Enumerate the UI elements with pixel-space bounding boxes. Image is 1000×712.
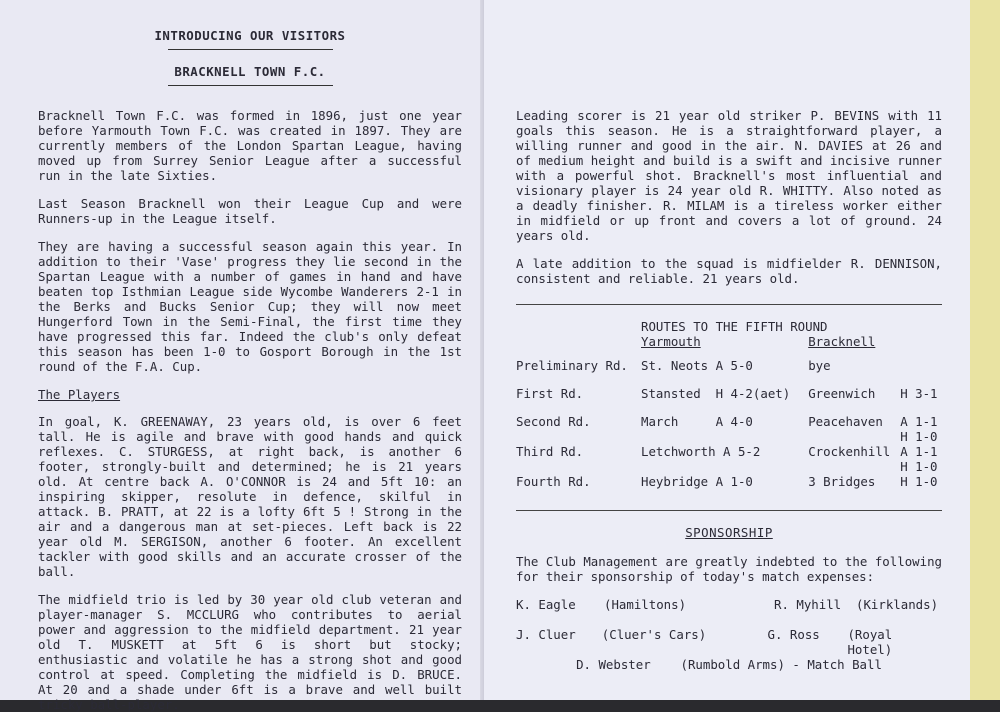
late-addition-paragraph: A late addition to the squad is midfielder R. DENNISON, consistent and reliable. 21 years old. (516, 256, 942, 286)
bracknell-opponent: Greenwich (808, 386, 876, 401)
sponsor-name: R. Myhill (774, 597, 842, 612)
page-title: INTRODUCING OUR VISITORS (154, 28, 346, 43)
bracknell-result: H 3-1 (900, 386, 938, 401)
yarmouth-result: March A 4-0 (641, 414, 753, 429)
divider (516, 510, 942, 511)
table-row (516, 474, 942, 502)
yarmouth-header: Yarmouth (641, 334, 701, 349)
round-name: First Rd. (516, 386, 584, 401)
sponsor-org: (Kirklands) (856, 597, 939, 612)
club-title-underline (168, 85, 333, 86)
bracknell-replay-result: H 1-0 (900, 429, 938, 444)
yarmouth-result: Heybridge A 1-0 (641, 474, 753, 489)
sponsorship-heading: SPONSORSHIP (685, 525, 773, 540)
strikers-paragraph: Leading scorer is 21 year old striker P. BEVINS with 11 goals this season. He is a straightforward player, a willing runner and good in the air. N. DAVIES at 26 and of medium height and build is a swift and incisive runner with a powerful shot. Bracknell's most influential and visionary player is 24 year old R. WHITTY. Also noted as a deadly finisher. R. MILAM is a tireless worker either in midfield or up front and covers a lot of ground. 24 years old. (516, 108, 942, 243)
list-item (516, 627, 942, 657)
round-name: Preliminary Rd. (516, 358, 628, 373)
title-underline (168, 49, 333, 50)
list-item (516, 597, 942, 627)
sponsor-name: G. Ross (767, 627, 820, 642)
routes-title: ROUTES TO THE FIFTH ROUND (641, 319, 828, 334)
bracknell-result: A 1-1 (900, 444, 938, 459)
club-title: BRACKNELL TOWN F.C. (174, 64, 326, 79)
right-page (484, 0, 970, 700)
sponsor-org: (Hamiltons) (604, 597, 687, 612)
bracknell-replay-result: H 1-0 (900, 459, 938, 474)
intro-paragraph-1: Bracknell Town F.C. was formed in 1896, just one year before Yarmouth Town F.C. was created in 1897. They are currently members of the London Spartan League, having moved up from Surrey Senior League after a successful run in the late Sixties. (38, 108, 462, 183)
players-paragraph-1: In goal, K. GREENAWAY, 23 years old, is over 6 feet tall. He is agile and brave with good hands and quick reflexes. C. STURGESS, at right back, is another 6 footer, strongly-built and determined; he is 21 years old. At centre back A. O'CONNOR is 24 and 5ft 10: an inspiring skipper, resolute in defence, skilful in attack. B. PRATT, at 22 is a lofty 6ft 5 ! Strong in the air and a dangerous man at set-pieces. Left back is 22 year old M. SERGISON, another 6 footer. An excellent tackler with good skills and an accurate crosser of the ball. (38, 414, 462, 579)
yarmouth-result: Letchworth A 5-2 (641, 444, 761, 459)
intro-paragraph-3: They are having a successful season again this year. In addition to their 'Vase' progress they lie second in the Spartan League with a number of games in hand and have beaten top Isthmian League side Wycombe Wanderers 2-1 in the Berks and Bucks Senior Cup; they will now meet Hungerford Town in the Semi-Final, the first time they have progressed this far. Indeed the club's only defeat this season has been 1-0 to Gosport Borough in the 1st round of the F.A. Cup. (38, 239, 462, 374)
bracknell-opponent: Crockenhill (808, 444, 891, 459)
players-paragraph-2: The midfield trio is led by 30 year old club veteran and player-manager S. MCCLURG who contributes to aerial power and aggression to the midfield department. 21 year old T. MUSKETT at 5ft 6 is short but stocky; enthusiastic and volatile he has a strong shot and good control at speed. Completing the midfield is D. BRUCE. At 20 and a shade under 6ft is a brave and well built tricky ball-player. (38, 592, 462, 712)
players-heading: The Players (38, 387, 121, 402)
yarmouth-result: Stansted H 4-2(aet) (641, 386, 791, 401)
divider (516, 304, 942, 305)
bracknell-result: H 1-0 (900, 474, 938, 489)
sponsor-name: K. Eagle (516, 597, 576, 612)
round-name: Second Rd. (516, 414, 591, 429)
match-ball-sponsor: D. Webster (Rumbold Arms) - Match Ball (576, 657, 882, 672)
intro-paragraph-2: Last Season Bracknell won their League Cup and were Runners-up in the League itself. (38, 196, 462, 226)
bracknell-opponent: Peacehaven (808, 414, 883, 429)
table-row (516, 386, 942, 414)
table-row (516, 358, 942, 386)
left-page (0, 0, 490, 712)
bracknell-opponent: bye (808, 358, 831, 373)
table-row (516, 414, 942, 444)
sponsorship-intro: The Club Management are greatly indebted to the following for their sponsorship of today's match expenses: (516, 554, 942, 584)
bracknell-header: Bracknell (808, 334, 876, 349)
bracknell-opponent: 3 Bridges (808, 474, 876, 489)
yarmouth-result: St. Neots A 5-0 (641, 358, 753, 373)
routes-table (516, 319, 942, 502)
sponsor-name: J. Cluer (516, 627, 576, 642)
sponsor-list (516, 597, 942, 687)
table-row (516, 444, 942, 474)
round-name: Fourth Rd. (516, 474, 591, 489)
list-item (516, 657, 942, 687)
bracknell-result: A 1-1 (900, 414, 938, 429)
bracknell-result (900, 358, 942, 386)
sponsor-org: (Royal Hotel) (847, 627, 893, 657)
sponsor-org: (Cluer's Cars) (601, 627, 707, 642)
round-name: Third Rd. (516, 444, 584, 459)
